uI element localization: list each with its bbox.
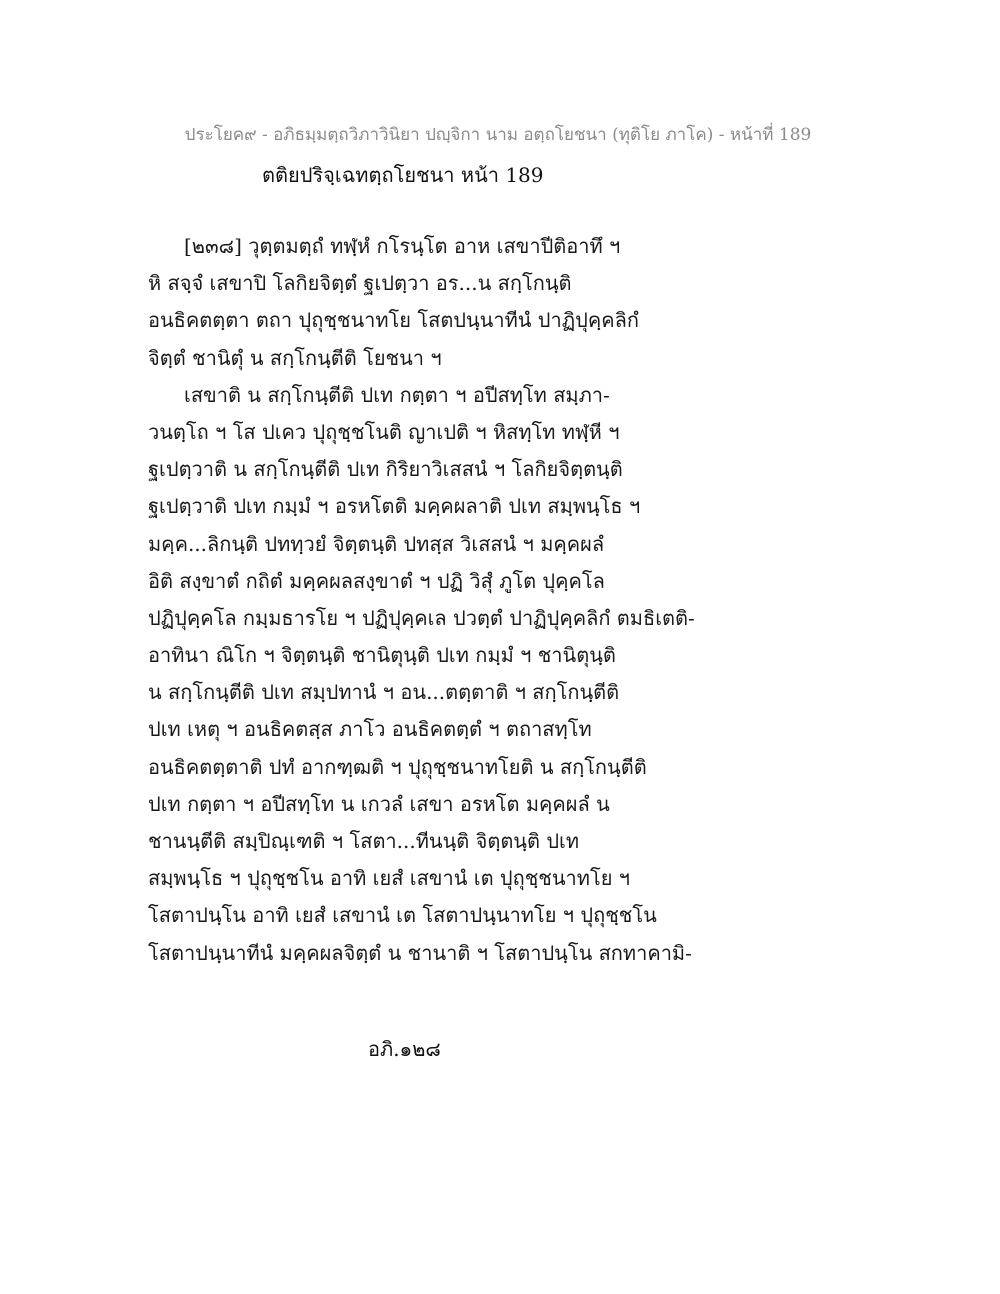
text-line: วนตฺโถ ฯ โส ปเคว ปุถุชฺชโนติ ญาเปติ ฯ หิสทฺโท ทฬฺหี ฯ bbox=[148, 419, 620, 444]
text-line: น สกฺโกนฺตีติ ปเท สมฺปทานํ ฯ อน...ตตฺตาติ ฯ สกฺโกนฺตีติ bbox=[148, 680, 620, 705]
text-line: ปฏิปุคฺคโล กมฺมธารโย ฯ ปฏิปุคฺคเล ปวตฺตํ ปาฏิปุคฺคลิกํ ตมธิเตติ- bbox=[148, 605, 695, 630]
text-line: ฐเปตฺวาติ น สกฺโกนฺตีติ ปเท กิริยาวิเสสนํ ฯ โลกิยจิตฺตนฺติ bbox=[148, 457, 623, 482]
text-line: โสตาปนฺนาทีนํ มคฺคผลจิตฺตํ น ชานาติ ฯ โสตาปนฺโน สกทาคามิ- bbox=[148, 940, 692, 965]
text-line: [๒๓๘] วุตฺตมตฺถํ ทฬฺหํ กโรนฺโต อาห เสขาปีติอาทึ ฯ bbox=[184, 234, 621, 258]
text-line: อิติ สงฺขาตํ กถิตํ มคฺคผลสงฺขาตํ ฯ ปฏิ วิสุํ ภูโต ปุคฺคโล bbox=[148, 568, 605, 593]
text-line: ฐเปตฺวาติ ปเท กมฺมํ ฯ อรหโตติ มคฺคผลาติ ปเท สมฺพนฺโธ ฯ bbox=[148, 494, 641, 519]
text-line: จิตฺตํ ชานิตุํ น สกฺโกนฺตีติ โยชนา ฯ bbox=[148, 345, 442, 370]
text-line: สมฺพนฺโธ ฯ ปุถุชฺชโน อาทิ เยสํ เสขานํ เต ปุถุชฺชนาทโย ฯ bbox=[148, 866, 631, 891]
text-line: ปเท เหตุ ฯ อนธิคตสฺส ภาโว อนธิคตตฺตํ ฯ ตถาสทฺโท bbox=[148, 717, 592, 742]
text-line: มคฺค...ลิกนฺติ ปททฺวยํ จิตฺตนฺติ ปทสฺส วิเสสนํ ฯ มคฺคผลํ bbox=[148, 531, 605, 556]
page-folio: อภิ.๑๒๘ bbox=[368, 1037, 441, 1061]
section-title: ตติยปริจฺเฉทตฺถโยชนา หน้า 189 bbox=[262, 163, 544, 187]
text-line: อนธิคตตฺตาติ ปทํ อากฑฺฒติ ฯ ปุถุชฺชนาทโยติ น สกฺโกนฺตีติ bbox=[148, 754, 647, 779]
text-line: หิ สจฺจํ เสขาปิ โลกิยจิตฺตํ ฐเปตฺวา อร...น สกฺโกนฺติ bbox=[148, 271, 572, 296]
text-line: ชานนฺตีติ สมฺปิณฺเฑติ ฯ โสตา...ทีนนฺติ จิตฺตนฺติ ปเท bbox=[148, 829, 580, 853]
text-line: อนธิคตตฺตา ตถา ปุถุชฺชนาทโย โสตปนฺนาทีนํ ปาฏิปุคฺคลิกํ bbox=[148, 308, 639, 333]
text-line: ปเท กตฺตา ฯ อปีสทฺโท น เกวลํ เสขา อรหโต มคฺคผลํ น bbox=[148, 791, 610, 816]
text-line: เสขาติ น สกฺโกนฺตีติ ปเท กตฺตา ฯ อปีสทฺโท สมฺภา- bbox=[184, 382, 610, 407]
body-text bbox=[148, 228, 868, 972]
text-line: อาทินา ณิโก ฯ จิตฺตนฺติ ชานิตุนฺติ ปเท กมฺมํ ฯ ชานิตุนฺติ bbox=[148, 643, 616, 668]
running-header: ประโยค๙ - อภิธมฺมตฺถวิภาวินิยา ปญฺจิกา นาม อตฺถโยชนา (ทุติโย ภาโค) - หน้าที่ 189 bbox=[184, 125, 812, 145]
text-line: โสตาปนฺโน อาทิ เยสํ เสขานํ เต โสตาปนฺนาทโย ฯ ปุถุชฺชโน bbox=[148, 903, 657, 928]
